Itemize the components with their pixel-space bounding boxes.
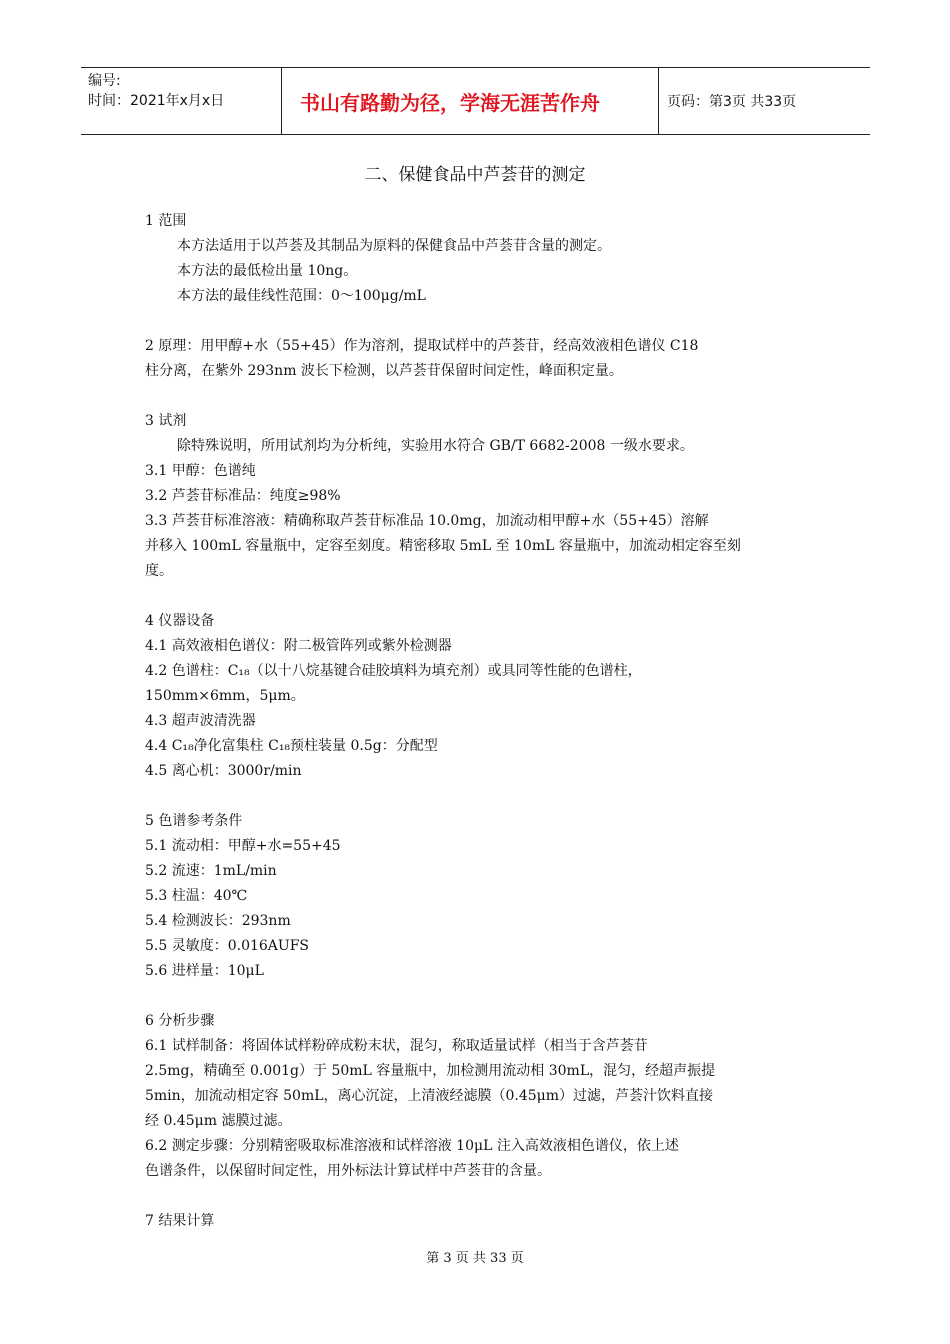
paragraph-line: 3.3 芦荟苷标准溶液：精确称取芦荟苷标准品 10.0mg，加流动相甲醇+水（55+45）溶解 xyxy=(145,513,709,529)
paragraph-line: 3.2 芦荟苷标准品：纯度≥98% xyxy=(145,488,341,504)
header-page-info: 页码：第3页 共33页 xyxy=(667,94,797,110)
paragraph-line: 4.2 色谱柱：C₁₈（以十八烷基键合硅胶填料为填充剂）或具同等性能的色谱柱， xyxy=(145,663,642,679)
section-heading: 4 仪器设备 xyxy=(145,613,215,629)
section-heading: 1 范围 xyxy=(145,213,187,229)
paragraph-line: 2.5mg，精确至 0.001g）于 50mL 容量瓶中，加检测用流动相 30mL，混匀，经超声振提 xyxy=(145,1063,716,1079)
number-label: 编号: xyxy=(88,73,121,89)
date-label: 时间：2021年x月x日 xyxy=(88,93,225,109)
paragraph-line: 除特殊说明，所用试剂均为分析纯，实验用水符合 GB/T 6682-2008 一级水要求。 xyxy=(177,438,694,454)
blank-line xyxy=(145,984,813,1009)
section-heading: 3 试剂 xyxy=(145,413,187,429)
paragraph-line: 度。 xyxy=(145,563,173,579)
paragraph-line: 5.3 柱温：40℃ xyxy=(145,888,248,904)
paragraph-line: 本方法的最低检出量 10ng。 xyxy=(177,263,358,279)
paragraph-line: 4.5 离心机：3000r/min xyxy=(145,763,302,779)
page-footer: 第 3 页 共 33 页 xyxy=(426,1251,524,1266)
paragraph-line: 6.1 试样制备：将固体试样粉碎成粉末状，混匀，称取适量试样（相当于含芦荟苷 xyxy=(145,1038,648,1054)
paragraph-line: 5.1 流动相：甲醇+水=55+45 xyxy=(145,838,341,854)
paragraph-line: 5min，加流动相定容 50mL，离心沉淀，上清液经滤膜（0.45μm）过滤，芦荟汁饮料直接 xyxy=(145,1088,714,1104)
paragraph-line: 本方法适用于以芦荟及其制品为原料的保健食品中芦荟苷含量的测定。 xyxy=(177,238,611,254)
paragraph-line: 并移入 100mL 容量瓶中，定容至刻度。精密移取 5mL 至 10mL 容量瓶中，加流动相定容至刻 xyxy=(145,538,741,554)
paragraph-line: 5.6 进样量：10μL xyxy=(145,963,264,979)
paragraph-line: 柱分离，在紫外 293nm 波长下检测，以芦荟苷保留时间定性，峰面积定量。 xyxy=(145,363,623,379)
section-heading: 5 色谱参考条件 xyxy=(145,813,243,829)
blank-line xyxy=(145,309,813,334)
paragraph-line: 经 0.45μm 滤膜过滤。 xyxy=(145,1113,292,1129)
paragraph-line: 4.3 超声波清洗器 xyxy=(145,713,256,729)
blank-line xyxy=(145,784,813,809)
document-body xyxy=(145,209,813,1234)
header-meta xyxy=(81,68,281,134)
paragraph-line: 色谱条件，以保留时间定性，用外标法计算试样中芦荟苷的含量。 xyxy=(145,1163,551,1179)
section-heading: 6 分析步骤 xyxy=(145,1013,215,1029)
paragraph-line: 150mm×6mm，5μm。 xyxy=(145,688,305,704)
paragraph-line: 4.4 C₁₈净化富集柱 C₁₈预柱装量 0.5g：分配型 xyxy=(145,738,438,754)
paragraph-line: 6.2 测定步骤：分别精密吸取标准溶液和试样溶液 10μL 注入高效液相色谱仪，依上述 xyxy=(145,1138,679,1154)
paragraph-line: 4.1 高效液相色谱仪：附二极管阵列或紫外检测器 xyxy=(145,638,452,654)
paragraph-line: 本方法的最佳线性范围：0～100μg/mL xyxy=(177,288,426,304)
blank-line xyxy=(145,1184,813,1209)
paragraph-line: 3.1 甲醇：色谱纯 xyxy=(145,463,256,479)
document-title: 二、保健食品中芦荟苷的测定 xyxy=(364,165,586,185)
page-header xyxy=(81,67,870,135)
paragraph-line: 2 原理：用甲醇+水（55+45）作为溶剂，提取试样中的芦荟苷，经高效液相色谱仪 C18 xyxy=(145,338,699,354)
section-heading: 7 结果计算 xyxy=(145,1213,215,1229)
blank-line xyxy=(145,384,813,409)
header-motto: 书山有路勤为径，学海无涯苦作舟 xyxy=(281,68,659,134)
paragraph-line: 5.4 检测波长：293nm xyxy=(145,913,291,929)
blank-line xyxy=(145,584,813,609)
paragraph-line: 5.5 灵敏度：0.016AUFS xyxy=(145,938,310,954)
paragraph-line: 5.2 流速：1mL/min xyxy=(145,863,277,879)
